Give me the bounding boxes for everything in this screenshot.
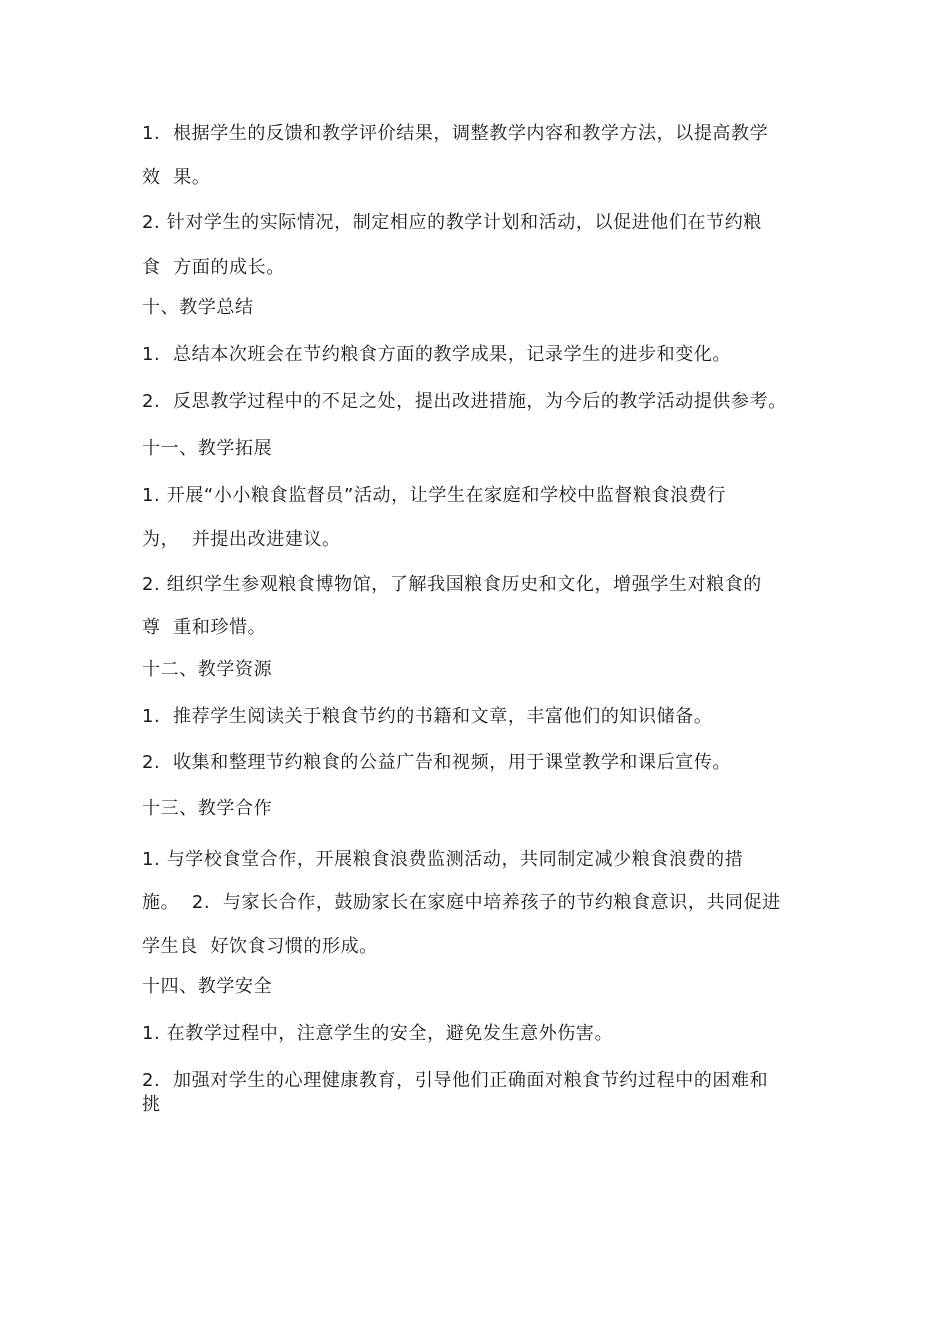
text-line: 1. 根据学生的反馈和教学评价结果，调整教学内容和教学方法，以提高教学 (142, 123, 769, 144)
text-line: 2. 加强对学生的心理健康教育，引导他们正确面对粮食节约过程中的困难和 (142, 1070, 769, 1091)
text-line: 施。 2. 与家长合作，鼓励家长在家庭中培养孩子的节约粮食意识，共同促进 (142, 892, 781, 913)
text-line: 1. 与学校食堂合作，开展粮食浪费监测活动，共同制定减少粮食浪费的措 (142, 849, 744, 870)
text-line: 效 果。 (142, 167, 211, 188)
text-line: 2. 组织学生参观粮食博物馆，了解我国粮食历史和文化，增强学生对粮食的 (142, 574, 762, 595)
section-heading: 十、教学总结 (142, 297, 254, 318)
text-line: 为， 并提出改进建议。 (142, 529, 341, 550)
text-line: 2. 收集和整理节约粮食的公益广告和视频，用于课堂教学和课后宣传。 (142, 752, 732, 773)
section-heading: 十四、教学安全 (142, 976, 273, 997)
text-line: 1. 总结本次班会在节约粮食方面的教学成果，记录学生的进步和变化。 (142, 344, 732, 365)
text-line: 学生良 好饮食习惯的形成。 (142, 936, 378, 957)
section-heading: 十三、教学合作 (142, 798, 273, 819)
section-heading: 十二、教学资源 (142, 659, 273, 680)
text-line: 1. 开展“小小粮食监督员”活动，让学生在家庭和学校中监督粮食浪费行 (142, 485, 726, 506)
text-line: 1. 推荐学生阅读关于粮食节约的书籍和文章，丰富他们的知识储备。 (142, 706, 713, 727)
text-line: 1. 在教学过程中，注意学生的安全，避免发生意外伤害。 (142, 1023, 614, 1044)
text-line: 2. 反思教学过程中的不足之处，提出改进措施，为今后的教学活动提供参考。 (142, 391, 787, 412)
text-line: 食 方面的成长。 (142, 257, 285, 278)
section-heading: 十一、教学拓展 (142, 438, 273, 459)
text-line: 尊 重和珍惜。 (142, 617, 267, 638)
text-line: 挑 (142, 1094, 161, 1115)
text-line: 2. 针对学生的实际情况，制定相应的教学计划和活动，以促进他们在节约粮 (142, 212, 762, 233)
